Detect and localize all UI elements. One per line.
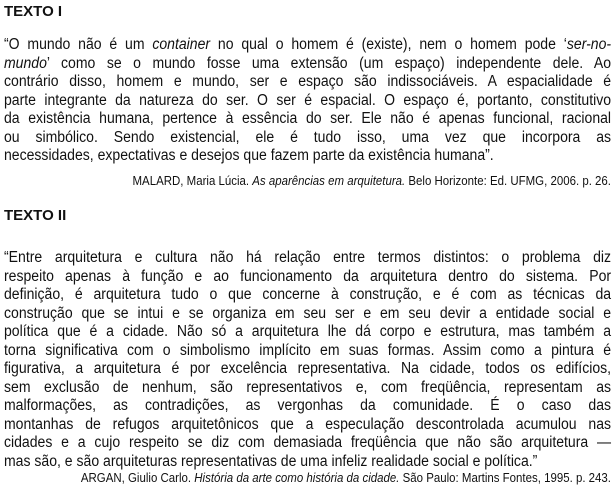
italic-text: ser-no- — [566, 36, 612, 53]
texto1-citation — [6, 174, 611, 188]
text-line — [4, 55, 611, 74]
text-segment: malformações, as contradições, as vergonhas da comunidade. É o caso das — [4, 397, 612, 414]
text-segment: no qual o homem é (existe), nem o homem pode ‘ — [210, 36, 567, 53]
italic-text: As aparências em arquitetura. — [252, 174, 406, 188]
italic-text: container — [152, 36, 211, 53]
text-line — [4, 147, 611, 166]
text-line — [4, 342, 611, 361]
texto2-paragraph — [4, 249, 611, 471]
text-line — [4, 73, 611, 92]
text-segment: montanhas de refugos arquitetônicos que a especulação descontrolada acumulou nas — [4, 415, 612, 433]
texto2-citation — [6, 471, 611, 485]
text-segment: mas são, e são arquiteturas representativas de uma infeliz realidade social e política.” — [4, 452, 538, 470]
text-segment: ’ como se o mundo fosse uma extensão (um espaço) independente dele. Ao — [46, 54, 612, 72]
text-segment: necessidades, expectativas e desejos que fazem parte da existência humana”. — [4, 147, 494, 164]
text-line — [4, 286, 611, 305]
texto2-heading: TEXTO II — [4, 207, 67, 224]
italic-text: História da arte como história da cidade. — [194, 471, 400, 485]
text-segment: respeito apenas à função e ao funcionamento da arquitetura dentro do sistema. Por — [4, 267, 612, 285]
texto1-paragraph — [4, 36, 611, 166]
text-segment: Belo Horizonte: Ed. UFMG, 2006. p. 26. — [405, 174, 611, 188]
text-segment: construção que se intui e se organiza em seu ser e em seu devir a entidade social e — [4, 304, 612, 322]
text-segment: contrário disso, homem e mundo, ser e espaço são indissociáveis. A espacialidade é — [4, 73, 612, 90]
text-line — [4, 434, 611, 453]
text-line — [4, 323, 611, 342]
text-segment: “O mundo não é um — [4, 36, 153, 53]
text-line — [4, 36, 611, 55]
text-line — [4, 249, 611, 268]
text-line — [4, 379, 611, 398]
text-segment: torna significativa com o simbolismo implícito em suas formas. Assim como a pintura é — [4, 341, 612, 359]
text-line — [4, 110, 611, 129]
text-segment: sem exclusão de nenhum, são representativos e, com freqüência, representam as — [4, 378, 612, 396]
text-segment: MALARD, Maria Lúcia. — [132, 174, 253, 188]
text-segment: definição, é arquitetura tudo o que concerne à construção, e é com as técnicas da — [4, 286, 612, 303]
text-segment: cidades e a cujo respeito se diz com demasiada freqüência que não são arquitetura — — [4, 434, 612, 451]
text-line — [4, 416, 611, 435]
text-line — [4, 397, 611, 416]
text-segment: São Paulo: Martins Fontes, 1995. p. 243. — [399, 471, 611, 485]
text-segment: política que é a cidade. Não só a arquitetura lhe dá corpo e estrutura, mas também a — [4, 323, 612, 340]
text-line — [4, 129, 611, 148]
text-segment: “Entre arquitetura e cultura não há relação entre termos distintos: o problema diz — [4, 249, 612, 266]
text-line — [4, 360, 611, 379]
text-segment: da existência humana, pertence à essência do ser. Ele não é apenas funcional, racional — [4, 110, 612, 127]
text-line — [4, 268, 611, 287]
texto1-heading: TEXTO I — [4, 3, 63, 20]
text-line — [4, 453, 611, 472]
text-segment: parte integrante da natureza do ser. O ser é espacial. O espaço é, portanto, constitutivo — [4, 91, 612, 109]
text-line — [4, 92, 611, 111]
text-segment: ARGAN, Giulio Carlo. — [80, 471, 195, 485]
italic-text: mundo — [4, 54, 47, 72]
text-segment: figurativa, a arquitetura é por excelência representativa. Na cidade, todos os edifícios, — [4, 360, 612, 377]
text-line — [4, 305, 611, 324]
text-segment: ou simbólico. Sendo existencial, ele é tudo isso, uma vez que incorpora as — [4, 128, 612, 146]
